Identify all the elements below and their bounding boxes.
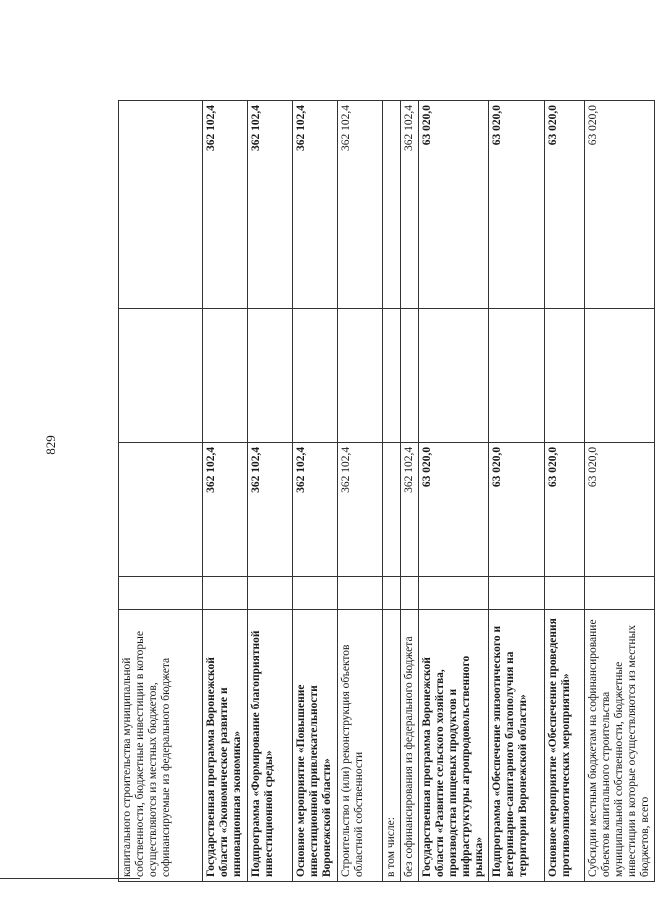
empty-cell [293, 577, 338, 610]
amount-cell [401, 308, 419, 442]
empty-cell [545, 577, 585, 610]
amount-cell: 63 020,0 [545, 101, 585, 309]
amount-cell [383, 101, 401, 309]
empty-cell [203, 577, 248, 610]
amount-cell [293, 308, 338, 442]
empty-cell [489, 577, 545, 610]
row-name-cell: без софинансирования из федерального бюджета [401, 610, 419, 882]
empty-cell [383, 577, 401, 610]
amount-cell: 63 020,0 [419, 101, 489, 309]
row-name-cell: Субсидии местным бюджетам на софинансирование объектов капитального строительства муниципальной собственности, бюджетные инвестиции в которые осуществляются из местных бюджетов, всего [585, 610, 655, 882]
row-name-cell: Подпрограмма «Обеспечение эпизоотического и ветеринарно-санитарного благополучия на территории Воронежской области» [489, 610, 545, 882]
row-name-cell: капитального строительства муниципальной собственности, бюджетные инвестиции в которые осуществляются из местных бюджетов, софинансируемые из федерального бюджета [119, 610, 203, 882]
amount-cell: 63 020,0 [419, 442, 489, 576]
budget-table [118, 100, 655, 882]
amount-cell: 362 102,4 [248, 442, 293, 576]
amount-cell: 362 102,4 [338, 442, 383, 576]
amount-cell: 63 020,0 [585, 442, 655, 576]
amount-cell: 362 102,4 [401, 101, 419, 309]
table-row [545, 101, 585, 882]
table-row [338, 101, 383, 882]
amount-cell [545, 308, 585, 442]
amount-cell: 362 102,4 [293, 101, 338, 309]
amount-cell [419, 308, 489, 442]
amount-cell: 63 020,0 [545, 442, 585, 576]
amount-cell: 362 102,4 [203, 101, 248, 309]
amount-cell: 362 102,4 [293, 442, 338, 576]
amount-cell [119, 308, 203, 442]
row-name-cell: Основное мероприятие «Обеспечение проведения противоэпизоотических мероприятий» [545, 610, 585, 882]
table-row [248, 101, 293, 882]
amount-cell [585, 308, 655, 442]
table-row [119, 101, 203, 882]
amount-cell [489, 308, 545, 442]
amount-cell: 63 020,0 [585, 101, 655, 309]
empty-cell [338, 577, 383, 610]
footer-rule [0, 878, 140, 879]
table-row [401, 101, 419, 882]
budget-table-container [118, 100, 651, 882]
empty-cell [585, 577, 655, 610]
table-row [293, 101, 338, 882]
amount-cell [119, 442, 203, 576]
table-row [383, 101, 401, 882]
amount-cell: 362 102,4 [248, 101, 293, 309]
amount-cell [383, 308, 401, 442]
row-name-cell: Подпрограмма «Формирование благоприятной инвестиционной среды» [248, 610, 293, 882]
table-row [585, 101, 655, 882]
amount-cell: 362 102,4 [338, 101, 383, 309]
row-name-cell: Государственная программа Воронежской области «Экономическое развитие и инновационная экономика» [203, 610, 248, 882]
amount-cell [248, 308, 293, 442]
table-row [419, 101, 489, 882]
amount-cell [119, 101, 203, 309]
empty-cell [119, 577, 203, 610]
empty-cell [248, 577, 293, 610]
amount-cell: 63 020,0 [489, 442, 545, 576]
table-row [203, 101, 248, 882]
empty-cell [401, 577, 419, 610]
row-name-cell: в том числе: [383, 610, 401, 882]
row-name-cell: Строительство и (или) реконструкция объектов областной собственности [338, 610, 383, 882]
row-name-cell: Государственная программа Воронежской области «Развитие сельского хозяйства, производства пищевых продуктов и инфраструктуры агропродовольственного рынка» [419, 610, 489, 882]
row-name-cell: Основное мероприятие «Повышение инвестиционной привлекательности Воронежской области» [293, 610, 338, 882]
amount-cell [383, 442, 401, 576]
amount-cell: 362 102,4 [203, 442, 248, 576]
table-row [489, 101, 545, 882]
amount-cell: 362 102,4 [401, 442, 419, 576]
amount-cell: 63 020,0 [489, 101, 545, 309]
empty-cell [419, 577, 489, 610]
amount-cell [203, 308, 248, 442]
amount-cell [338, 308, 383, 442]
page-number: 829 [43, 435, 58, 455]
